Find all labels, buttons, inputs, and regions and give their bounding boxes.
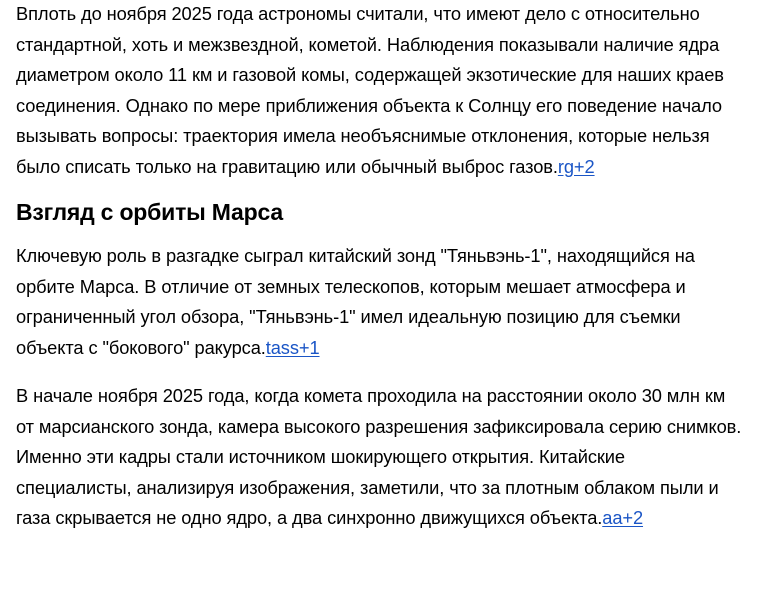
source-link-aa[interactable]: aa+2	[602, 507, 644, 528]
paragraph-text: Ключевую роль в разгадке сыграл китайский зонд "Тяньвэнь-1", находящийся на орбите Марса. В отличие от земных телескопов, которым мешает атмосфера и ограниченный угол обзора, "Тяньвэнь-1" имел идеальную позицию для съемки объекта с "бокового" ракурса.	[16, 245, 695, 358]
paragraph-text: В начале ноября 2025 года, когда комета проходила на расстоянии около 30 млн км от марсианского зонда, камера высокого разрешения зафиксировала серию снимков. Именно эти кадры стали источником шокирующего открытия. Китайские специалисты, анализируя изображения, заметили, что за плотным облаком пыли и газа скрывается не одно ядро, а два синхронно движущихся объекта.	[16, 385, 742, 528]
paragraph-comet-observations	[16, 0, 744, 182]
source-link-rg[interactable]: rg+2	[557, 155, 595, 177]
paragraph-tianwen-probe	[16, 241, 744, 363]
paragraph-text: Вплоть до ноября 2025 года астрономы считали, что имеют дело с относительно стандартной, хоть и межзвездной, кометой. Наблюдения показывали наличие ядра диаметром около 11 км и газовой комы, содержащей экзотические для наших краев соединения. Однако по мере приближения объекта к Солнцу его поведение начало вызывать вопросы: траектория имела необъяснимые отклонения, которые нельзя было списать только на гравитацию или обычный выброс газов.	[16, 3, 724, 177]
section-heading: Взгляд с орбиты Марса	[16, 199, 283, 225]
source-link-tass[interactable]: tass+1	[265, 336, 320, 358]
paragraph-discovery	[16, 381, 744, 534]
